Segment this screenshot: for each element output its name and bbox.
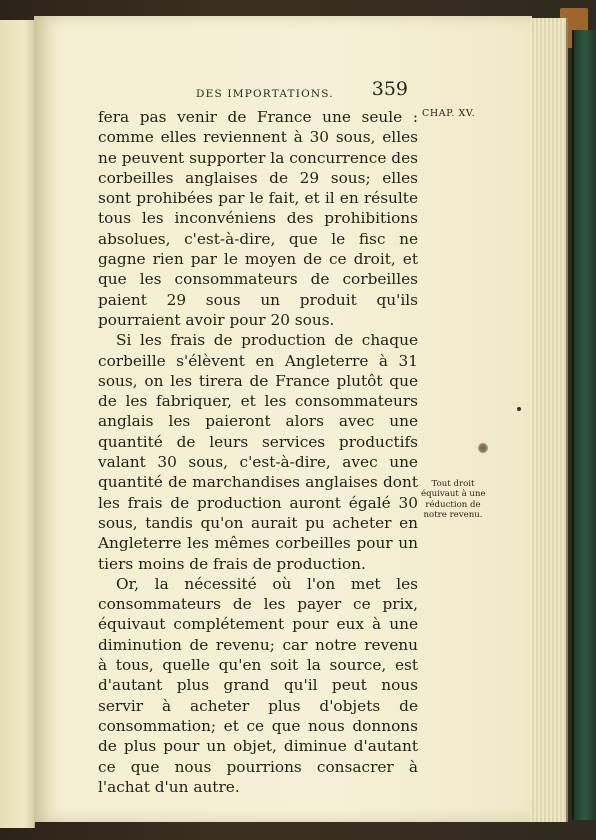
book-cover-edge <box>572 30 596 820</box>
left-page-edge <box>0 20 35 828</box>
ink-spot <box>478 442 488 454</box>
page-speck <box>517 407 521 411</box>
chapter-label: CHAP. XV. <box>422 108 476 119</box>
page-edges <box>530 18 568 822</box>
running-head: DES IMPORTATIONS. <box>196 88 334 100</box>
body-text <box>98 107 418 797</box>
paragraph: Si les frais de production de chaque corbeille s'élèvent en Angleterre à 31 sous, on les tirera de France plutôt que de les fabriquer, et les consommateurs anglais les paieront alors avec une quantité de leurs services productifs valant 30 sous, c'est-à-dire, avec une quantité de marchandises anglaises dont les frais de production auront égalé 30 sous, tandis qu'on aurait pu acheter en Angleterre les mêmes corbeilles pour un tiers moins de frais de production. <box>98 331 418 573</box>
page-number: 359 <box>371 78 408 100</box>
paragraph: fera pas venir de France une seule : comme elles reviennent à 30 sous, elles ne peuvent supporter la concurrence des corbeilles anglaises de 29 sous; elles sont prohibées par le fait, et il en résulte tous les inconvéniens des prohibitions absolues, c'est-à-dire, que le fisc ne gagne rien par le moyen de ce droit, et que les consommateurs de corbeilles paient 29 sous un produit qu'ils pourraient avoir pour 20 sous. <box>98 108 418 329</box>
margin-note-line: équivaut à une <box>421 489 486 500</box>
margin-note-line: notre revenu. <box>423 509 483 520</box>
paragraph: Or, la nécessité où l'on met les consommateurs de les payer ce prix, équivaut complétement pour eux à une diminution de revenu; car notre revenu à tous, quelle qu'en soit la source, est d'autant plus grand qu'il peut nous servir à acheter plus d'objets de consommation; et ce que nous donnons de plus pour un objet, diminue d'autant ce que nous pourrions consacrer à l'achat d'un autre. <box>98 574 418 796</box>
margin-note-line: Tout droit <box>431 479 475 489</box>
margin-note <box>421 479 485 520</box>
page-header <box>196 78 416 106</box>
margin-note-line: réduction de <box>425 499 481 510</box>
